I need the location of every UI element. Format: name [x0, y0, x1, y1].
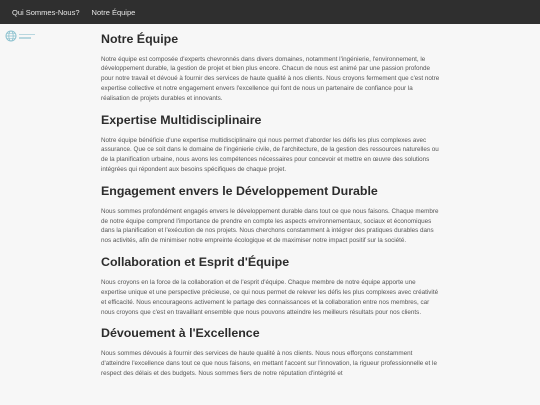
site-logo[interactable] [5, 29, 37, 43]
section-title: Collaboration et Esprit d'Équipe [101, 255, 290, 270]
section-title: Notre Équipe [101, 32, 179, 46]
section-developpement-durable [101, 184, 441, 246]
section-expertise-multidisciplinaire [101, 113, 441, 175]
section-title: Engagement envers le Développement Durable [101, 184, 378, 199]
section-paragraph: Nous sommes profondément engagés envers le développement durable dans tout ce que nous faisons. Chaque membre de notre équipe comprend l'importance de prendre en compte les aspects environnementaux, sociaux et économiques dans la planification et l'exécution de nos projets. Nous cherchons constamment à intégrer des pratiques durables dans nos activités, afin de minimiser notre empreinte écologique et de maximiser notre impact positif sur la société. [101, 207, 439, 245]
section-title: Expertise Multidisciplinaire [101, 113, 262, 128]
section-paragraph: Notre équipe est composée d'experts chevronnés dans divers domaines, notamment l'ingénierie, l'environnement, le développement durable, la gestion de projet et bien plus encore. Chacun de nous est animé par une passion profonde pour notre travail et dévoué à fournir des services de haute qualité à nos clients. Nous croyons fermement que c'est notre expertise collective et notre engagement envers l'excellence qui font de nous un partenaire de confiance pour la réalisation de projets durables et innovants. [101, 55, 440, 103]
main-content [101, 28, 441, 388]
section-notre-equipe [101, 32, 441, 104]
globe-icon [5, 30, 17, 42]
top-navigation-bar [0, 0, 540, 24]
nav-link-qui-sommes-nous[interactable]: Qui Sommes-Nous? [12, 7, 80, 17]
section-paragraph: Notre équipe bénéficie d'une expertise multidisciplinaire qui nous permet d'aborder les défis les plus complexes avec assurance. Que ce soit dans le domaine de l'ingénierie civile, de l'architecture, de la gestion des ressources naturelles ou de la planification urbaine, nous avons les compétences nécessaires pour concevoir et mettre en œuvre des solutions intégrées qui répondent aux besoins spécifiques de chaque projet. [101, 136, 439, 174]
logo-wordmark [19, 32, 35, 41]
section-paragraph: Nous sommes dévoués à fournir des services de haute qualité à nos clients. Nous nous efforçons constamment d'atteindre l'excellence dans tout ce que nous faisons, en mettant l'accent sur l'innovation, la rigueur professionnelle et le respect des délais et des budgets. Nous sommes fiers de notre réputation d'intégrité et [101, 349, 437, 377]
section-paragraph: Nous croyons en la force de la collaboration et de l'esprit d'équipe. Chaque membre de notre équipe apporte une expertise unique et une perspective précieuse, ce qui nous permet de relever les défis les plus complexes avec créativité et efficacité. Nous encourageons activement le partage des connaissances et la collaboration entre nos membres, car nous croyons que c'est en travaillant ensemble que nous pouvons atteindre les meilleurs résultats pour nos clients. [101, 278, 439, 316]
section-devouement-excellence [101, 326, 441, 378]
section-title: Dévouement à l'Excellence [101, 326, 260, 341]
nav-link-notre-equipe[interactable]: Notre Équipe [91, 7, 136, 17]
section-collaboration [101, 255, 441, 317]
